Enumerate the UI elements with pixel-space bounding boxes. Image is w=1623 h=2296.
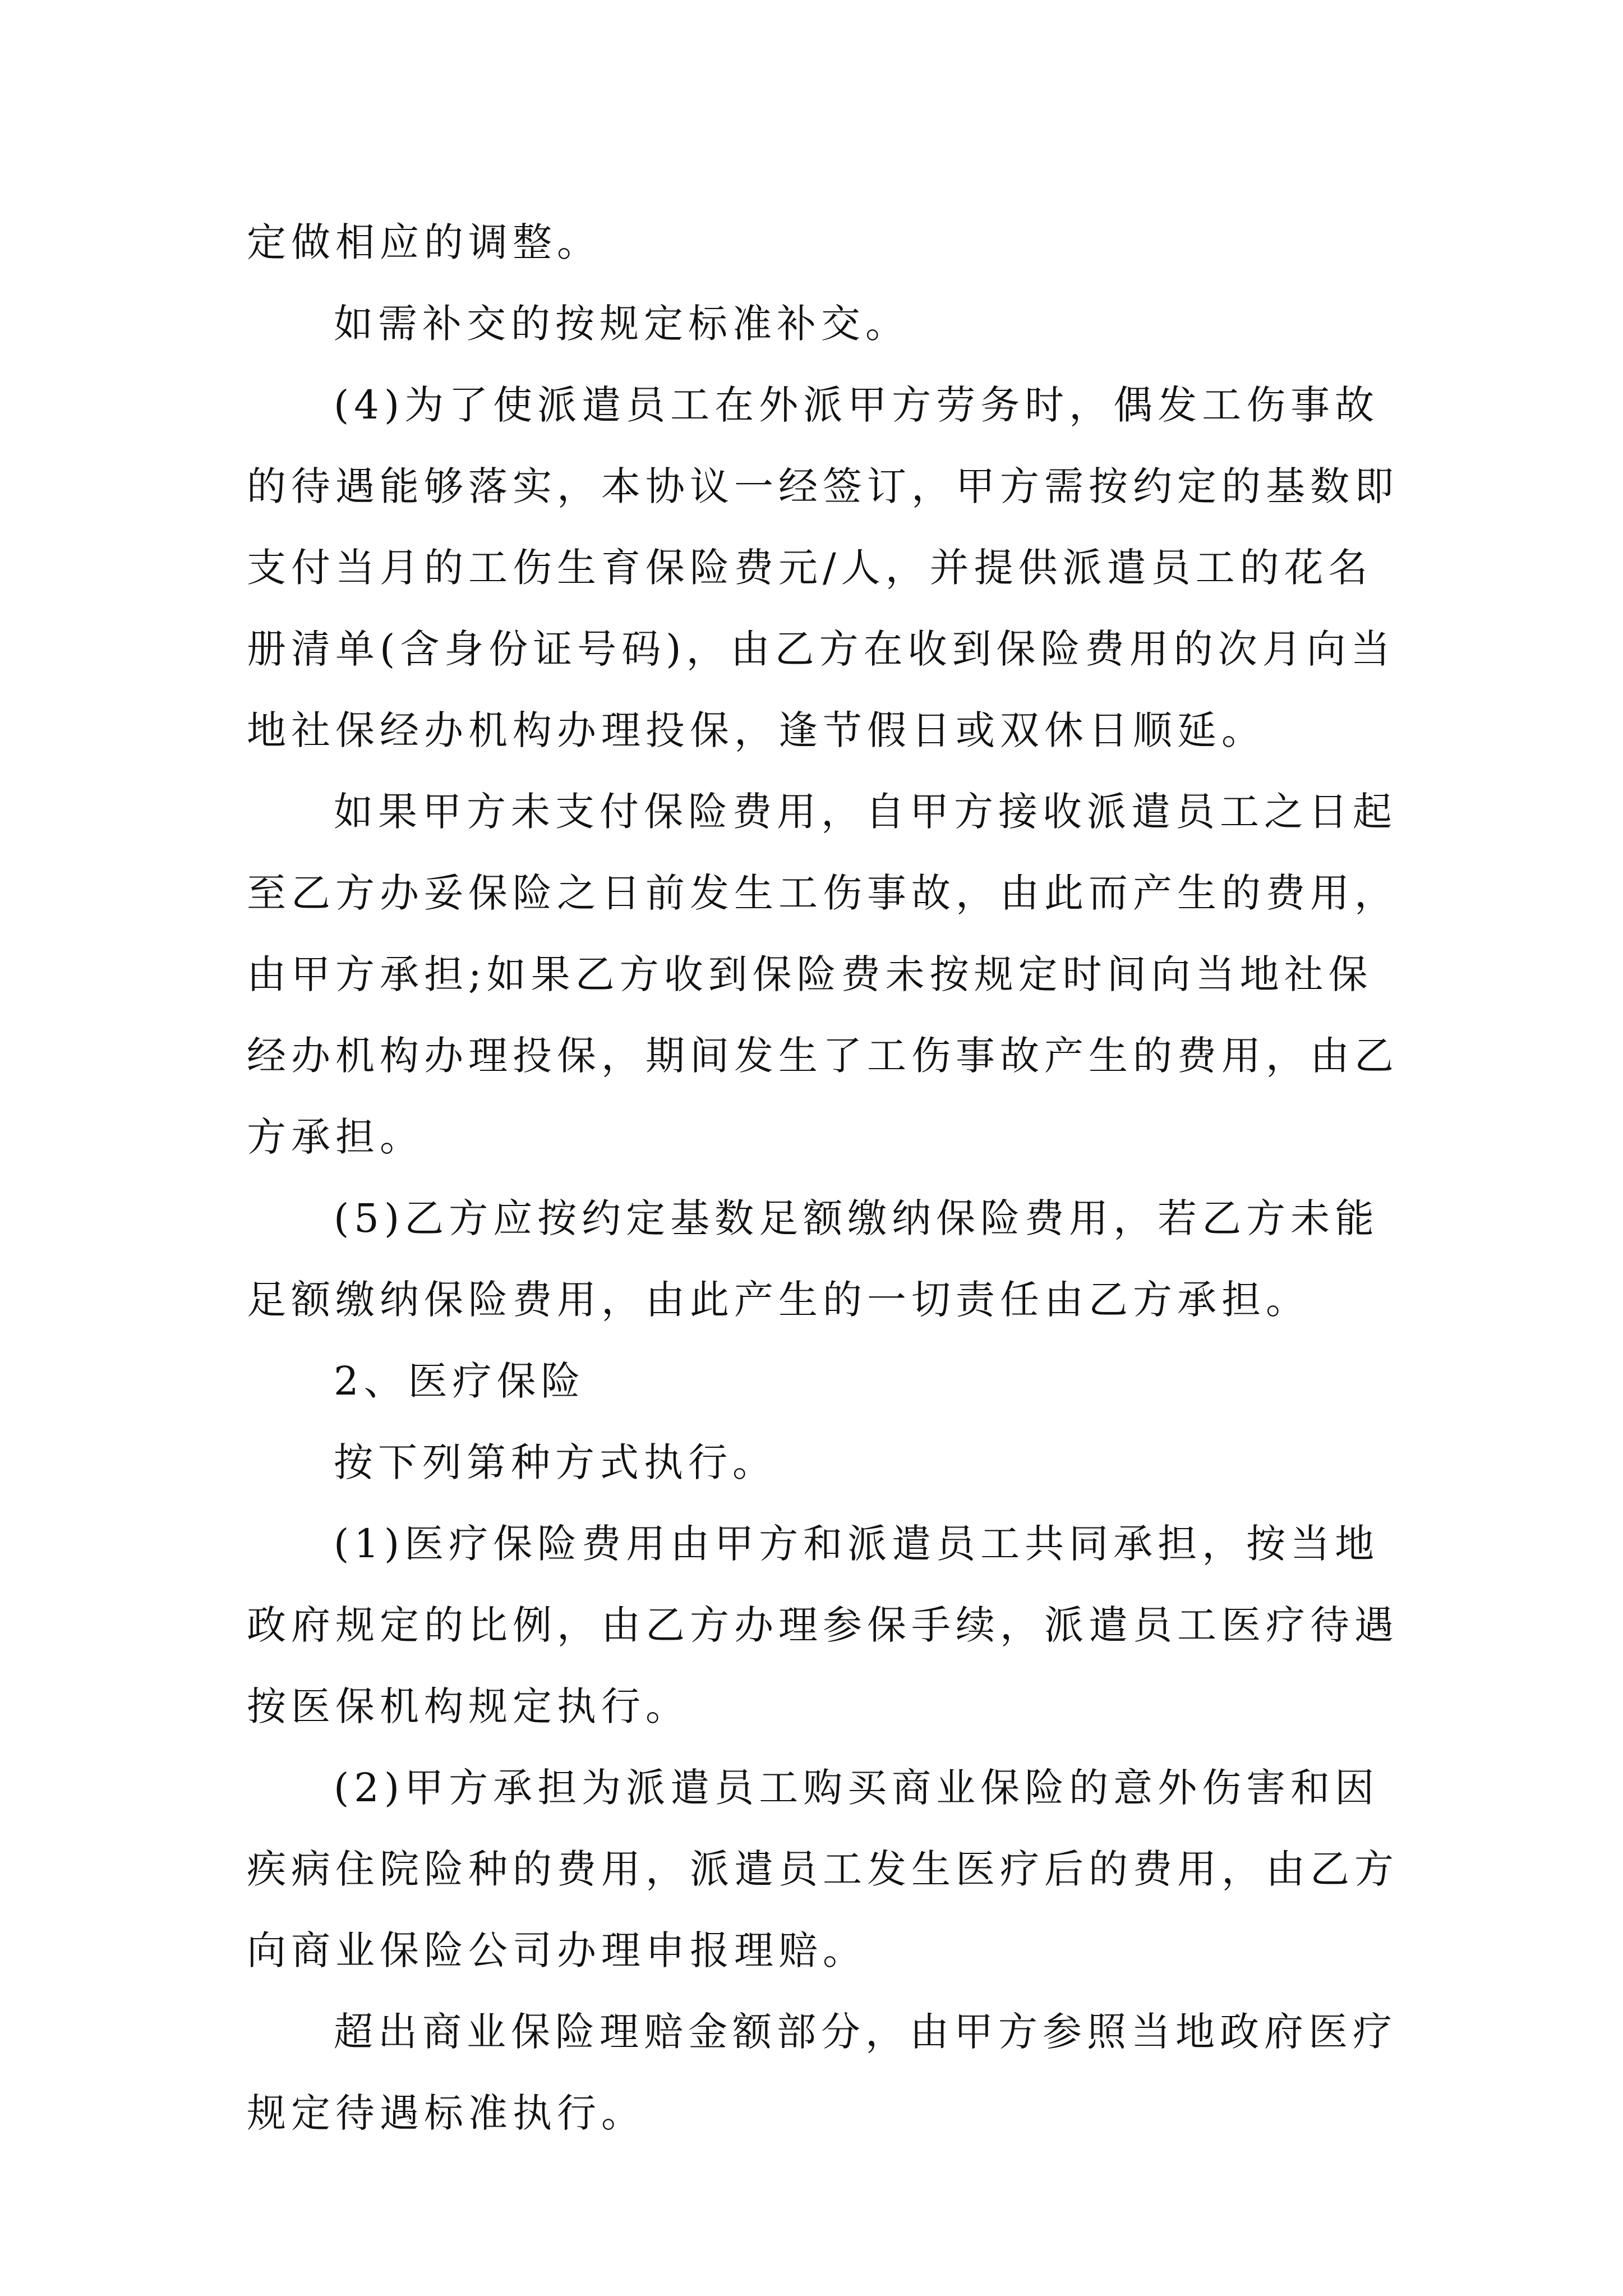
paragraph-first-line: (4)为了使派遣员工在外派甲方劳务时，偶发工伤事故 (334, 382, 1380, 428)
text-line: 方承担。 (247, 1114, 424, 1160)
text-line: 的待遇能够落实，本协议一经签订，甲方需按约定的基数即 (247, 463, 1399, 509)
paragraph-first-line: 如果甲方未支付保险费用，自甲方接收派遣员工之日起 (334, 789, 1397, 835)
paragraph-first-line: (2)甲方承担为派遣员工购买商业保险的意外伤害和因 (334, 1765, 1380, 1811)
text-line: 疾病住院险种的费用，派遣员工发生医疗后的费用，由乙方 (247, 1846, 1399, 1892)
paragraph-first-line: 如需补交的按规定标准补交。 (334, 301, 910, 347)
text-line: 由甲方承担;如果乙方收到保险费未按规定时间向当地社保 (247, 951, 1373, 997)
text-line: 至乙方办妥保险之日前发生工伤事故，由此而产生的费用， (247, 870, 1399, 916)
text-line: 按医保机构规定执行。 (247, 1683, 690, 1729)
text-line: 地社保经办机构办理投保，逢节假日或双休日顺延。 (247, 707, 1266, 753)
text-line: 册清单(含身份证号码)，由乙方在收到保险费用的次月向当 (247, 626, 1395, 672)
text-line: 足额缴纳保险费用，由此产生的一切责任由乙方承担。 (247, 1277, 1310, 1323)
section-heading: 2、医疗保险 (334, 1358, 585, 1404)
text-line: 定做相应的调整。 (247, 219, 601, 265)
paragraph-first-line: 超出商业保险理赔金额部分，由甲方参照当地政府医疗 (334, 2009, 1397, 2055)
paragraph-first-line: 按下列第种方式执行。 (334, 1439, 777, 1485)
text-line: 支付当月的工伤生育保险费元/人，并提供派遣员工的花名 (247, 545, 1373, 591)
text-line: 向商业保险公司办理申报理赔。 (247, 1927, 867, 1973)
paragraph-first-line: (5)乙方应按约定基数足额缴纳保险费用，若乙方未能 (334, 1195, 1380, 1241)
text-line: 政府规定的比例，由乙方办理参保手续，派遣员工医疗待遇 (247, 1602, 1399, 1648)
paragraph-first-line: (1)医疗保险费用由甲方和派遣员工共同承担，按当地 (334, 1521, 1380, 1567)
text-line: 经办机构办理投保，期间发生了工伤事故产生的费用，由乙 (247, 1033, 1399, 1079)
text-line: 规定待遇标准执行。 (247, 2090, 645, 2136)
document-body (247, 202, 1408, 2154)
